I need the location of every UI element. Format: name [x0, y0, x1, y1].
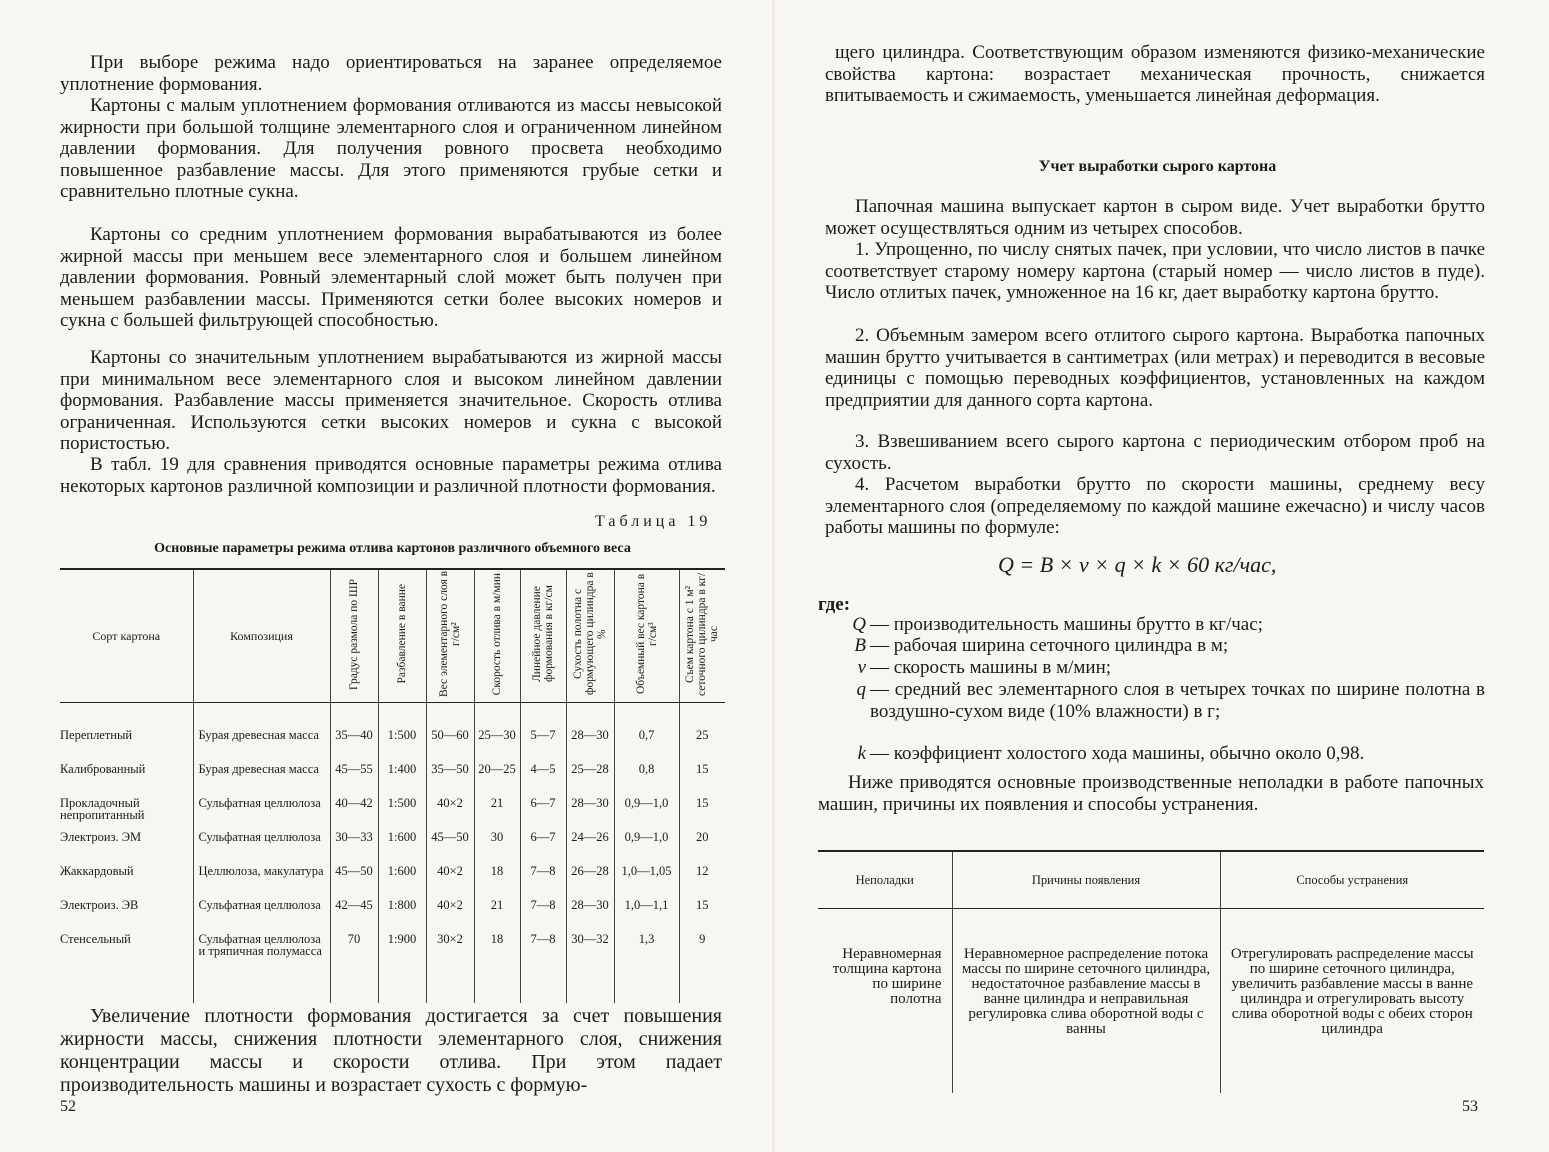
cell: 42—45 [330, 899, 378, 933]
cell: 20—25 [474, 763, 520, 797]
legend-text: — рабочая ширина сеточного цилиндра в м; [870, 635, 1229, 656]
where-label: где: [818, 594, 851, 615]
cell: Сульфатная целлюлоза [193, 797, 330, 831]
header-density: Объемный вес картона в г/см³ [614, 569, 679, 703]
cell: 7—8 [520, 865, 566, 899]
cell: 1:600 [378, 831, 426, 865]
cell: 1:500 [378, 703, 426, 764]
paragraph-r3: 2. Объемным замером всего отлитого сырого картона. Выработка папочных машин брутто учитывается в сантиметрах (или метрах) и переводится в весовые единицы с помощью переводных коэффициентов, установленных на каждом предприятии для данного сорта картона. [825, 325, 1485, 411]
page-number-left: 52 [60, 1098, 76, 1115]
left-page [0, 0, 774, 1152]
cell: 25—28 [566, 763, 614, 797]
cell: 0,9—1,0 [614, 797, 679, 831]
cell: 26—28 [566, 865, 614, 899]
paragraph-closing: Ниже приводятся основные производственные неполадки в работе папочных машин, причины их появления и способы устранения. [818, 772, 1484, 815]
header-causes: Причины появления [952, 851, 1220, 909]
cell: 1:800 [378, 899, 426, 933]
cell: 1,3 [614, 933, 679, 1003]
table-row [60, 933, 725, 1003]
cell: Сульфатная целлюлоза и тряпичная полумасса [193, 933, 330, 1003]
cell: 40—42 [330, 797, 378, 831]
cell: 45—55 [330, 763, 378, 797]
cell: Неравномерное распределение потока массы по ширине сеточного цилиндра, недостаточное разбавление массы в ванне цилиндра и неправильная регулировка слива оборотной воды с ванны [952, 909, 1220, 1094]
cell: 28—30 [566, 899, 614, 933]
legend-text: — производительность машины брутто в кг/час; [870, 614, 1263, 635]
cell: 5—7 [520, 703, 566, 764]
header-composition: Композиция [193, 569, 330, 703]
cell: Стенсельный [60, 932, 131, 946]
cell: 21 [474, 797, 520, 831]
cell: Прокладочный непропитанный [60, 796, 145, 822]
table-row [60, 899, 725, 933]
table-title: Основные параметры режима отлива картонов различного объемного веса [154, 541, 631, 556]
formula: Q = B × v × q × k × 60 кг/час, [998, 552, 1277, 577]
cell: 6—7 [520, 797, 566, 831]
cell: Сульфатная целлюлоза [193, 899, 330, 933]
table-row [60, 763, 725, 797]
table-row [60, 797, 725, 831]
table-header-row [818, 851, 1484, 909]
paragraph-4: Картоны со значительным уплотнением вырабатываются из жирной массы при минимальном весе элементарного слоя и высоком линейном давлении формования. Разбавление массы применяется значительное. Скорость отлива ограниченная. Используются сетки высоких номеров и сукна с высокой пористостью. [60, 347, 722, 455]
paragraph-3: Картоны со средним уплотнением формования вырабатываются из более жирной массы при меньшем весе элементарного слоя и большем линейном давлении формования. Ровный элементарный слой может быть получен при меньшем разбавлении массы. Применяются сетки более высоких номеров и сукна с большей фильтрующей способностью. [60, 224, 722, 332]
cell: 18 [474, 933, 520, 1003]
cell: 1:400 [378, 763, 426, 797]
cell: 40×2 [426, 797, 474, 831]
cell: 15 [679, 899, 725, 933]
table-row [60, 703, 725, 764]
paragraph-r2: 1. Упрощенно, по числу снятых пачек, при условии, что число листов в пачке соответствует старому номеру картона (старый номер — число листов в пуде). Число отлитых пачек, умноженное на 16 кг, дает выработку картона брутто. [825, 239, 1485, 304]
cell: 45—50 [426, 831, 474, 865]
cell: 28—30 [566, 703, 614, 764]
cell: 35—50 [426, 763, 474, 797]
cell: 1:600 [378, 865, 426, 899]
legend-text: — скорость машины в м/мин; [870, 657, 1112, 678]
cell: Бурая древесная масса [193, 703, 330, 764]
paragraph-2: Картоны с малым уплотнением формования отливаются из массы невысокой жирности при большой толщине элементарного слоя и ограниченном линейном давлении формования. Для получения ровного просвета необходимо повышенное разбавление массы. Для этого применяются грубые сетки и сравнительно плотные сукна. [60, 95, 722, 203]
cell: 30—33 [330, 831, 378, 865]
cell: 1:900 [378, 933, 426, 1003]
cell: 7—8 [520, 933, 566, 1003]
header-dilution: Разбавление в ванне [378, 569, 426, 703]
cell: Электроиз. ЭВ [60, 898, 139, 912]
cell: 1,0—1,1 [614, 899, 679, 933]
cell: 4—5 [520, 763, 566, 797]
cell: Калиброванный [60, 762, 146, 776]
cell: 28—30 [566, 797, 614, 831]
cell: 35—40 [330, 703, 378, 764]
cell: Электроиз. ЭМ [60, 830, 142, 844]
cell: 15 [679, 797, 725, 831]
cell: Неравномерная толщина картона по ширине полотна [832, 946, 942, 1007]
cell: 50—60 [426, 703, 474, 764]
faults-table [818, 850, 1484, 1093]
legend-text: — коэффициент холостого хода машины, обычно около 0,98. [870, 743, 1365, 764]
cell: 70 [330, 933, 378, 1003]
cell: 20 [679, 831, 725, 865]
cell: 1:500 [378, 797, 426, 831]
legend-symbol: v [857, 657, 866, 678]
cell: 40×2 [426, 899, 474, 933]
paragraph-continuation: щего цилиндра. Соответствующим образом изменяются физико-механические свойства картона: возрастает механическая прочность, снижается впитываемость и сжимаемость, уменьшается линейная деформация. [825, 42, 1485, 107]
legend-symbol: q [856, 679, 866, 700]
cell: 6—7 [520, 831, 566, 865]
paragraph-5: В табл. 19 для сравнения приводятся основные параметры режима отлива некоторых картонов различной композиции и различной плотности формования. [60, 454, 722, 497]
cell: Отрегулировать распределение массы по ширине сеточного цилиндра, увеличить разбавление массы в ванне цилиндра и отрегулировать высоту слива оборотной воды с обеих сторон цилиндра [1220, 909, 1484, 1094]
cell: 40×2 [426, 865, 474, 899]
table-row [818, 909, 1484, 1094]
section-heading: Учет выработки сырого картона [1038, 158, 1277, 175]
legend-symbol: k [857, 743, 866, 764]
cell: 18 [474, 865, 520, 899]
cell: 12 [679, 865, 725, 899]
cell: Переплетный [60, 728, 133, 742]
cell: 15 [679, 763, 725, 797]
header-speed: Скорость отлива в м/мин [474, 569, 520, 703]
header-fault: Неполадки [818, 851, 952, 909]
cell: 21 [474, 899, 520, 933]
cell: 0,7 [614, 703, 679, 764]
legend-list [830, 614, 1490, 764]
cell: 9 [679, 933, 725, 1003]
legend-symbol: B [854, 635, 866, 656]
page-number-right: 53 [1462, 1098, 1478, 1115]
cell: 30 [474, 831, 520, 865]
table-row [60, 865, 725, 899]
legend-symbol: Q [852, 614, 866, 635]
header-yield: Съем картона с 1 м² сеточного цилиндра в кг/час [679, 569, 725, 703]
cell: 0,8 [614, 763, 679, 797]
cell: Целлюлоза, макулатура [193, 865, 330, 899]
header-layer-weight: Вес элементарного слоя в г/см² [426, 569, 474, 703]
table-row [60, 831, 725, 865]
header-freeness: Градус размола по ШР [330, 569, 378, 703]
paragraph-r1: Папочная машина выпускает картон в сыром виде. Учет выработки брутто может осуществляться одним из четырех способов. [825, 196, 1485, 239]
cell: 25 [679, 703, 725, 764]
header-remedies: Способы устранения [1220, 851, 1484, 909]
parameters-table [60, 568, 725, 1003]
paragraph-r5: 4. Расчетом выработки брутто по скорости машины, среднему весу элементарного слоя (определяемому по каждой машине ежечасно) и числу часов работы машины по формуле: [825, 474, 1485, 539]
paragraph-bottom: Увеличение плотности формования достигается за счет повышения жирности массы, снижения плотности элементарного слоя, снижения концентрации массы и скорости отлива. При этом падает производительность машины и возрастает сухость с формую- [60, 1005, 722, 1096]
cell: 7—8 [520, 899, 566, 933]
cell: 45—50 [330, 865, 378, 899]
table-label: Таблица 19 [595, 513, 712, 530]
legend-text: — средний вес элементарного слоя в четырех точках по ширине полотна в воздушно-сухом виде (10% влажности) в г; [870, 679, 1485, 722]
paragraph-r4: 3. Взвешиванием всего сырого картона с периодическим отбором проб на сухость. [825, 431, 1485, 474]
header-pressure: Линейное давление формования в кг/см [520, 569, 566, 703]
cell: 30×2 [426, 933, 474, 1003]
table-header-row [60, 569, 725, 703]
cell: 24—26 [566, 831, 614, 865]
cell: 25—30 [474, 703, 520, 764]
cell: Сульфатная целлюлоза [193, 831, 330, 865]
cell: 0,9—1,0 [614, 831, 679, 865]
header-grade: Сорт картона [60, 569, 193, 703]
cell: 30—32 [566, 933, 614, 1003]
header-dryness: Сухость полотна с формующего цилиндра в % [566, 569, 614, 703]
cell: 1,0—1,05 [614, 865, 679, 899]
cell: Бурая древесная масса [193, 763, 330, 797]
paragraph-1: При выборе режима надо ориентироваться на заранее определяемое уплотнение формования. [60, 52, 722, 95]
cell: Жаккардовый [60, 864, 134, 878]
